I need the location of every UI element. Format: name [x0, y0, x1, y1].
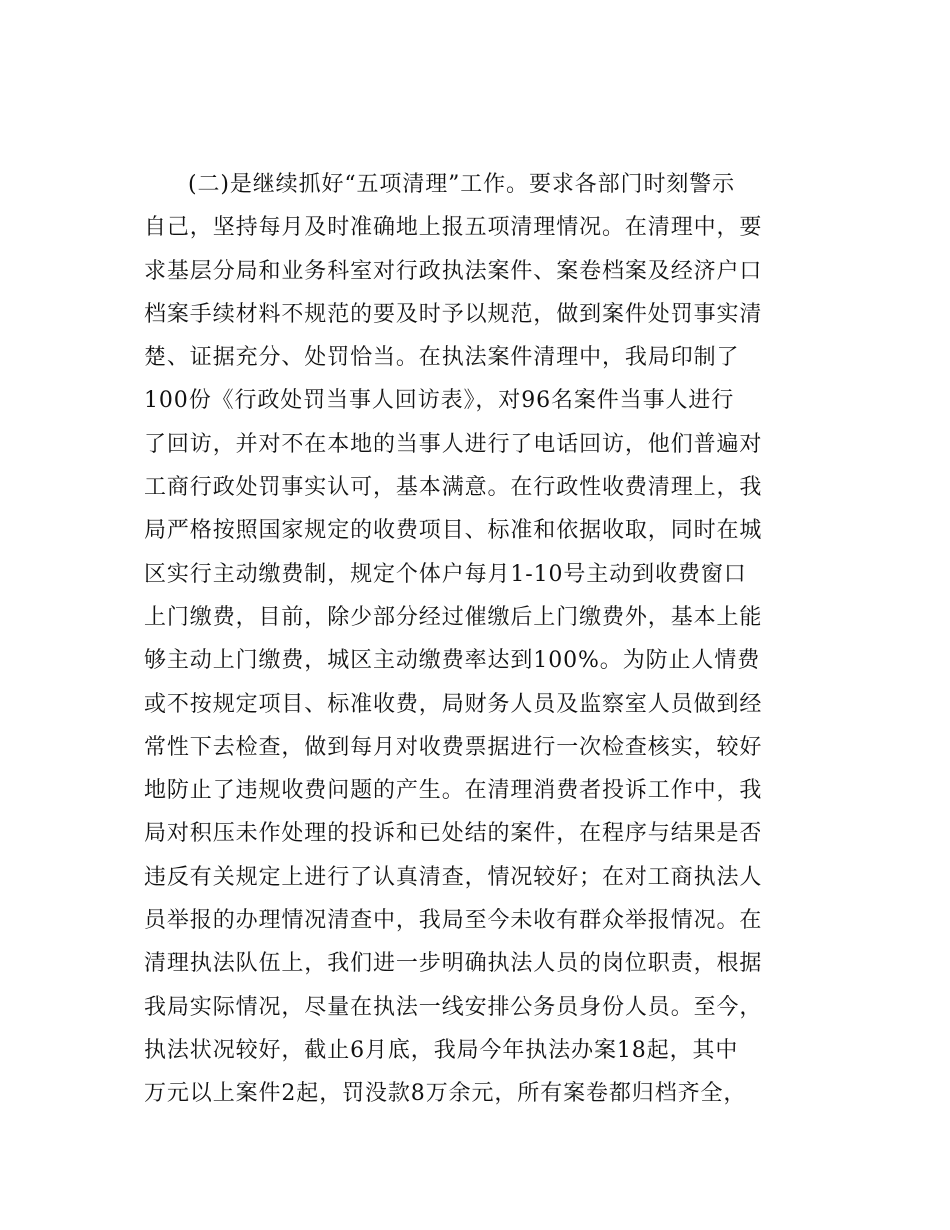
- paragraph-line: 清理执法队伍上，我们进一步明确执法人员的岗位职责，根据: [144, 951, 763, 977]
- paragraph-line: 局严格按照国家规定的收费项目、标准和依据收取，同时在城: [144, 518, 763, 544]
- paragraph-line: 够主动上门缴费，城区主动缴费率达到100%。为防止人情费: [144, 648, 761, 674]
- paragraph-line: 区实行主动缴费制，规定个体户每月1-10号主动到收费窗口: [144, 561, 747, 587]
- paragraph-line: 求基层分局和业务科室对行政执法案件、案卷档案及经济户口: [144, 258, 763, 284]
- paragraph-line: (二)是继续抓好“五项清理”工作。要求各部门时刻警示: [188, 172, 736, 197]
- paragraph-line: 万元以上案件2起，罚没款8万余元，所有案卷都归档齐全，: [144, 1081, 747, 1107]
- paragraph-line: 我局实际情况，尽量在执法一线安排公务员身份人员。至今，: [144, 994, 763, 1020]
- paragraph-line: 楚、证据充分、处罚恰当。在执法案件清理中，我局印制了: [144, 345, 740, 371]
- paragraph-line: 执法状况较好，截止6月底，我局今年执法办案18起，其中: [144, 1037, 739, 1063]
- paragraph-line: 或不按规定项目、标准收费，局财务人员及监察室人员做到经: [144, 691, 763, 717]
- body-paragraph: [144, 163, 824, 1116]
- paragraph-line: 自己，坚持每月及时准确地上报五项清理情况。在清理中，要: [144, 215, 763, 241]
- paragraph-line: 100份《行政处罚当事人回访表》，对96名案件当事人进行: [144, 388, 735, 414]
- paragraph-line: 地防止了违规收费问题的产生。在清理消费者投诉工作中，我: [144, 778, 763, 804]
- paragraph-line: 上门缴费，目前，除少部分经过催缴后上门缴费外，基本上能: [144, 604, 763, 630]
- paragraph-line: 违反有关规定上进行了认真清查，情况较好；在对工商执法人: [144, 864, 763, 890]
- paragraph-line: 局对积压未作处理的投诉和已处结的案件，在程序与结果是否: [144, 821, 763, 847]
- paragraph-line: 常性下去检查，做到每月对收费票据进行一次检查核实，较好: [144, 734, 763, 760]
- paragraph-line: 工商行政处罚事实认可，基本满意。在行政性收费清理上，我: [144, 475, 763, 501]
- paragraph-line: 了回访，并对不在本地的当事人进行了电话回访，他们普遍对: [144, 431, 763, 457]
- paragraph-line: 档案手续材料不规范的要及时予以规范，做到案件处罚事实清: [144, 301, 763, 327]
- paragraph-line: 员举报的办理情况清查中，我局至今未收有群众举报情况。在: [144, 908, 763, 934]
